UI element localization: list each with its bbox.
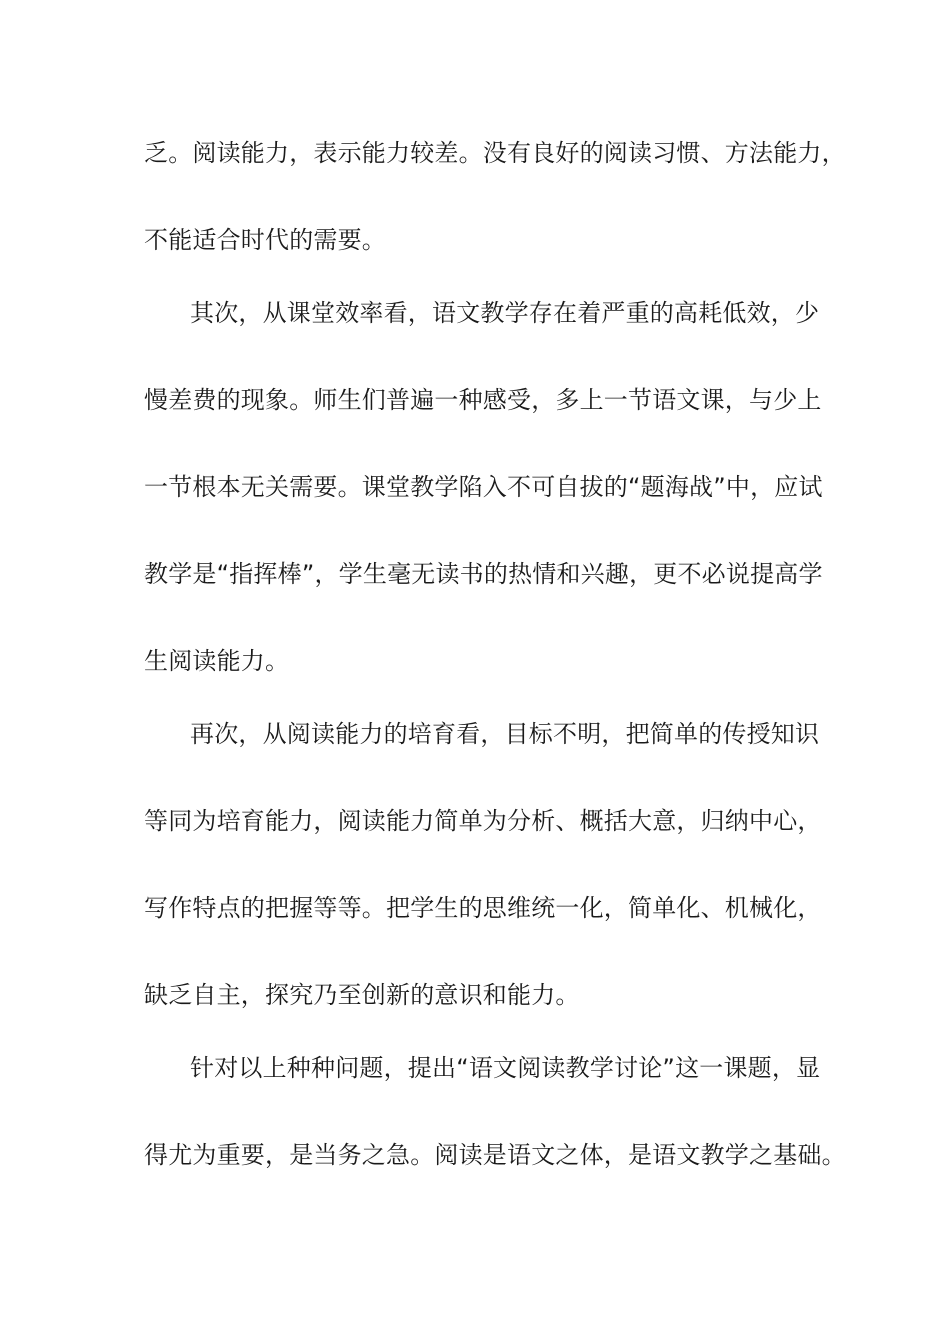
text-line-5: 一节根本无关需要。课堂教学陷入不可自拔的“题海战”中，应试 <box>144 473 823 501</box>
text-line-8: 再次，从阅读能力的培育看，目标不明，把简单的传授知识 <box>190 720 820 748</box>
text-line-2: 不能适合时代的需要。 <box>144 226 386 254</box>
text-line-12: 针对以上种种问题，提出“语文阅读教学讨论”这一课题，显 <box>190 1054 821 1082</box>
text-line-6: 教学是“指挥棒”，学生毫无读书的热情和兴趣，更不必说提高学 <box>144 560 823 588</box>
text-line-13: 得尤为重要，是当务之急。阅读是语文之体，是语文教学之基础。 <box>144 1141 846 1169</box>
text-line-9: 等同为培育能力，阅读能力简单为分析、概括大意，归纳中心， <box>144 807 822 835</box>
text-line-3: 其次，从课堂效率看，语文教学存在着严重的高耗低效，少 <box>190 299 820 327</box>
text-line-1: 乏。阅读能力，表示能力较差。没有良好的阅读习惯、方法能力， <box>144 139 846 167</box>
text-line-4: 慢差费的现象。师生们普遍一种感受，多上一节语文课，与少上 <box>144 386 822 414</box>
text-line-11: 缺乏自主，探究乃至创新的意识和能力。 <box>144 981 580 1009</box>
text-line-7: 生阅读能力。 <box>144 647 290 675</box>
text-line-10: 写作特点的把握等等。把学生的思维统一化，简单化、机械化， <box>144 894 822 922</box>
